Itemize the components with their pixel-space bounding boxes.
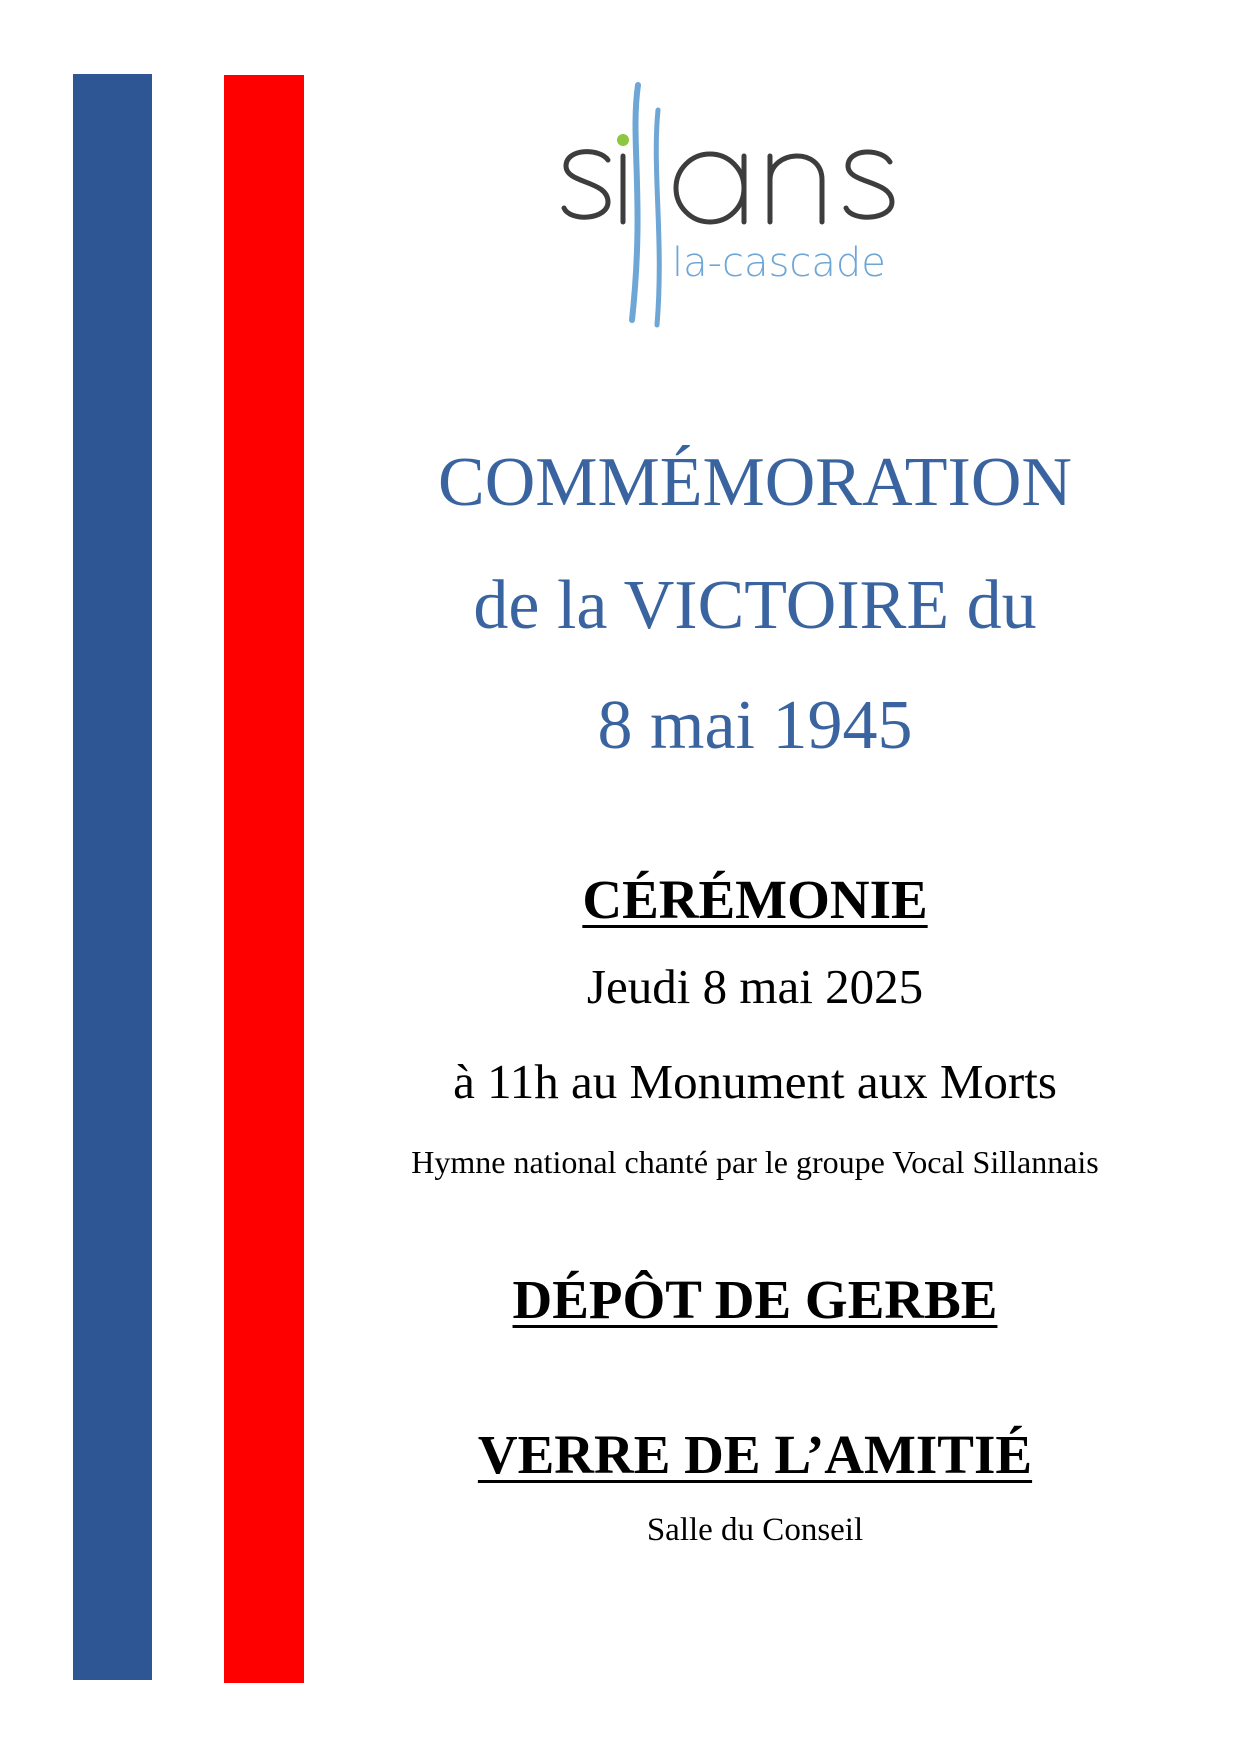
title-line-2-suffix: du [966,567,1037,644]
logo-tagline: la-cascade [672,240,886,286]
title-line-2 [330,567,1180,644]
wreath-heading-text: DÉPÔT DE GERBE [512,1269,998,1330]
flag-stripe-blue [73,74,152,1680]
ceremony-heading-text: CÉRÉMONIE [582,869,928,930]
logo-letter-a-bowl [676,154,744,222]
title-line-2-prefix: de la [473,567,608,644]
title-line-2-emphasis: VICTOIRE [623,567,950,644]
water-stroke-2 [656,110,659,325]
reception-place: Salle du Conseil [646,1512,864,1548]
ceremony-heading [330,869,1180,930]
ceremony-date: Jeudi 8 mai 2025 [586,959,924,1014]
wreath-heading [330,1269,1180,1330]
logo-letter-n [770,156,822,222]
flag-stripe-red [224,75,304,1683]
ceremony-note: Hymne national chanté par le groupe Vocal Sillannais [411,1144,1099,1180]
ceremony-time-place: à 11h au Monument aux Morts [453,1054,1057,1109]
reception-heading [330,1424,1180,1485]
title-line-1: COMMÉMORATION [438,444,1072,521]
sillans-logo-graphic [560,80,920,330]
title-line-3: 8 mai 1945 [597,687,913,764]
logo-letter-s [564,152,608,218]
sillans-logo [560,80,920,330]
reception-heading-text: VERRE DE L’AMITIÉ [477,1424,1033,1485]
logo-letter-s2 [846,152,892,217]
water-stroke-1 [632,85,638,320]
logo-dot [617,134,629,146]
